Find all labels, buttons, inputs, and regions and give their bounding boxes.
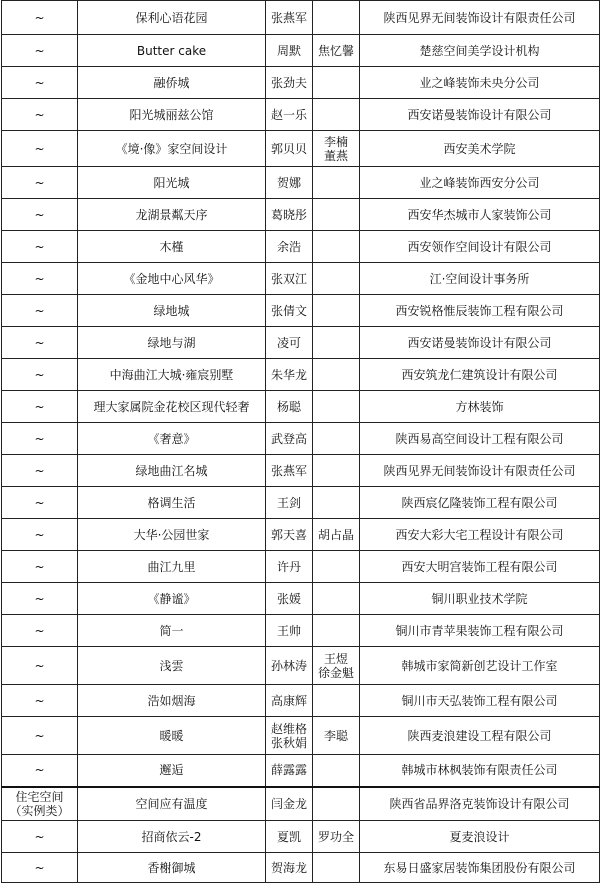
table-row bbox=[2, 519, 600, 551]
project-name-cell: 保利心语花园 bbox=[78, 1, 266, 35]
category-cell: ~ bbox=[2, 853, 78, 883]
co-designer-cell bbox=[313, 615, 360, 647]
table-row bbox=[2, 295, 600, 327]
table-body bbox=[2, 1, 600, 883]
table-row bbox=[2, 551, 600, 583]
table-row bbox=[2, 131, 600, 167]
category-cell: ~ bbox=[2, 583, 78, 615]
designer-cell: 赵维格 张秋娟 bbox=[266, 717, 313, 755]
table-row bbox=[2, 615, 600, 647]
category-cell: ~ bbox=[2, 391, 78, 423]
designer-cell: 凌可 bbox=[266, 327, 313, 359]
company-cell: 业之峰装饰西安分公司 bbox=[360, 167, 600, 199]
co-designer-cell bbox=[313, 583, 360, 615]
category-cell: ~ bbox=[2, 685, 78, 717]
company-cell: 陕西易高空间设计工程有限公司 bbox=[360, 423, 600, 455]
table-row bbox=[2, 99, 600, 131]
category-cell: ~ bbox=[2, 359, 78, 391]
category-cell: ~ bbox=[2, 199, 78, 231]
category-cell: ~ bbox=[2, 647, 78, 685]
company-cell: 陕西宸亿隆装饰工程有限公司 bbox=[360, 487, 600, 519]
designer-cell: 武登高 bbox=[266, 423, 313, 455]
project-name-cell: 香榭御城 bbox=[78, 853, 266, 883]
company-cell: 西安美术学院 bbox=[360, 131, 600, 167]
co-designer-cell bbox=[313, 391, 360, 423]
designer-cell: 张媛 bbox=[266, 583, 313, 615]
table-row bbox=[2, 455, 600, 487]
table-row bbox=[2, 685, 600, 717]
project-name-cell: 曲江九里 bbox=[78, 551, 266, 583]
table-row bbox=[2, 1, 600, 35]
co-designer-cell bbox=[313, 199, 360, 231]
table-row bbox=[2, 327, 600, 359]
category-cell: ~ bbox=[2, 519, 78, 551]
project-name-cell: 格调生活 bbox=[78, 487, 266, 519]
project-name-cell: 理大家属院金花校区现代轻奢 bbox=[78, 391, 266, 423]
company-cell: 西安诺曼装饰设计有限公司 bbox=[360, 327, 600, 359]
project-name-cell: 空间应有温度 bbox=[78, 787, 266, 821]
project-name-cell: 浅雲 bbox=[78, 647, 266, 685]
co-designer-cell: 王煜 徐金魁 bbox=[313, 647, 360, 685]
designer-cell: 许丹 bbox=[266, 551, 313, 583]
category-cell: ~ bbox=[2, 487, 78, 519]
category-cell: ~ bbox=[2, 35, 78, 67]
designer-cell: 闫金龙 bbox=[266, 787, 313, 821]
company-cell: 业之峰装饰未央分公司 bbox=[360, 67, 600, 99]
company-cell: 铜川职业技术学院 bbox=[360, 583, 600, 615]
table-row bbox=[2, 391, 600, 423]
designer-cell: 张双江 bbox=[266, 263, 313, 295]
co-designer-cell bbox=[313, 755, 360, 787]
company-cell: 西安诺曼装饰设计有限公司 bbox=[360, 99, 600, 131]
category-cell: ~ bbox=[2, 99, 78, 131]
designer-cell: 孙林涛 bbox=[266, 647, 313, 685]
co-designer-cell bbox=[313, 231, 360, 263]
table-row bbox=[2, 717, 600, 755]
company-cell: 东易日盛家居装饰集团股份有限公司 bbox=[360, 853, 600, 883]
designer-cell: 杨聪 bbox=[266, 391, 313, 423]
project-name-cell: 暖暖 bbox=[78, 717, 266, 755]
table-row bbox=[2, 821, 600, 853]
company-cell: 西安大明宫装饰工程有限公司 bbox=[360, 551, 600, 583]
category-cell: ~ bbox=[2, 423, 78, 455]
designer-cell: 张劲夫 bbox=[266, 67, 313, 99]
table-row bbox=[2, 359, 600, 391]
designer-cell: 王剑 bbox=[266, 487, 313, 519]
company-cell: 铜川市青苹果装饰工程有限公司 bbox=[360, 615, 600, 647]
category-cell: ~ bbox=[2, 67, 78, 99]
company-cell: 铜川市天弘装饰工程有限公司 bbox=[360, 685, 600, 717]
table-row bbox=[2, 423, 600, 455]
designer-cell: 贺娜 bbox=[266, 167, 313, 199]
designer-cell: 薛露露 bbox=[266, 755, 313, 787]
co-designer-cell bbox=[313, 551, 360, 583]
co-designer-cell: 李聪 bbox=[313, 717, 360, 755]
co-designer-cell bbox=[313, 787, 360, 821]
co-designer-cell bbox=[313, 99, 360, 131]
company-cell: 江·空间设计事务所 bbox=[360, 263, 600, 295]
company-cell: 陕西见界无间装饰设计有限责任公司 bbox=[360, 1, 600, 35]
co-designer-cell bbox=[313, 853, 360, 883]
company-cell: 西安锐格惟辰装饰工程有限公司 bbox=[360, 295, 600, 327]
category-cell: ~ bbox=[2, 263, 78, 295]
table-row bbox=[2, 583, 600, 615]
project-name-cell: 邂逅 bbox=[78, 755, 266, 787]
project-name-cell: 《境·像》家空间设计 bbox=[78, 131, 266, 167]
project-name-cell: 《静谧》 bbox=[78, 583, 266, 615]
table-row bbox=[2, 35, 600, 67]
category-cell: ~ bbox=[2, 327, 78, 359]
company-cell: 韩城市林枫装饰有限责任公司 bbox=[360, 755, 600, 787]
project-name-cell: 《奢意》 bbox=[78, 423, 266, 455]
table-row bbox=[2, 647, 600, 685]
category-cell: ~ bbox=[2, 755, 78, 787]
table-row bbox=[2, 167, 600, 199]
project-name-cell: 绿地城 bbox=[78, 295, 266, 327]
co-designer-cell bbox=[313, 167, 360, 199]
company-cell: 楚慈空间美学设计机构 bbox=[360, 35, 600, 67]
table-row bbox=[2, 487, 600, 519]
company-cell: 西安华杰城市人家装饰公司 bbox=[360, 199, 600, 231]
category-cell: ~ bbox=[2, 231, 78, 263]
co-designer-cell bbox=[313, 295, 360, 327]
project-name-cell: 中海曲江大城·雍宸别墅 bbox=[78, 359, 266, 391]
designer-cell: 高康辉 bbox=[266, 685, 313, 717]
designer-cell: 葛晓彤 bbox=[266, 199, 313, 231]
project-name-cell: 招商依云-2 bbox=[78, 821, 266, 853]
table-row bbox=[2, 787, 600, 821]
table-row bbox=[2, 755, 600, 787]
project-name-cell: 阳光城 bbox=[78, 167, 266, 199]
project-name-cell: Butter cake bbox=[78, 35, 266, 67]
company-cell: 西安筑龙仁建筑设计有限公司 bbox=[360, 359, 600, 391]
co-designer-cell: 李楠 董燕 bbox=[313, 131, 360, 167]
co-designer-cell bbox=[313, 423, 360, 455]
company-cell: 方林装饰 bbox=[360, 391, 600, 423]
co-designer-cell bbox=[313, 455, 360, 487]
designer-cell: 张燕军 bbox=[266, 1, 313, 35]
company-cell: 陕西麦浪建设工程有限公司 bbox=[360, 717, 600, 755]
category-cell: 住宅空间 （实例类） bbox=[2, 787, 78, 821]
table-row bbox=[2, 263, 600, 295]
co-designer-cell bbox=[313, 67, 360, 99]
co-designer-cell: 胡占晶 bbox=[313, 519, 360, 551]
designer-cell: 余浩 bbox=[266, 231, 313, 263]
category-cell: ~ bbox=[2, 1, 78, 35]
company-cell: 陕西见界无间装饰设计有限责任公司 bbox=[360, 455, 600, 487]
table-row bbox=[2, 853, 600, 883]
category-cell: ~ bbox=[2, 551, 78, 583]
co-designer-cell bbox=[313, 359, 360, 391]
designer-cell: 王帅 bbox=[266, 615, 313, 647]
project-name-cell: 简一 bbox=[78, 615, 266, 647]
designer-cell: 周默 bbox=[266, 35, 313, 67]
designer-cell: 郭天喜 bbox=[266, 519, 313, 551]
co-designer-cell: 焦忆馨 bbox=[313, 35, 360, 67]
category-cell: ~ bbox=[2, 455, 78, 487]
award-list-table bbox=[1, 0, 600, 883]
category-cell: ~ bbox=[2, 821, 78, 853]
project-name-cell: 阳光城丽兹公馆 bbox=[78, 99, 266, 131]
category-cell: ~ bbox=[2, 167, 78, 199]
designer-cell: 夏凯 bbox=[266, 821, 313, 853]
designer-cell: 张燕军 bbox=[266, 455, 313, 487]
category-cell: ~ bbox=[2, 615, 78, 647]
category-cell: ~ bbox=[2, 717, 78, 755]
project-name-cell: 绿地与湖 bbox=[78, 327, 266, 359]
co-designer-cell bbox=[313, 263, 360, 295]
company-cell: 西安大彩大宅工程设计有限公司 bbox=[360, 519, 600, 551]
co-designer-cell bbox=[313, 1, 360, 35]
co-designer-cell bbox=[313, 685, 360, 717]
table-row bbox=[2, 231, 600, 263]
designer-cell: 郭贝贝 bbox=[266, 131, 313, 167]
category-cell: ~ bbox=[2, 295, 78, 327]
project-name-cell: 龙湖景粼天序 bbox=[78, 199, 266, 231]
company-cell: 陕西省品界洛克装饰设计有限公司 bbox=[360, 787, 600, 821]
project-name-cell: 大华·公园世家 bbox=[78, 519, 266, 551]
project-name-cell: 《金地中心风华》 bbox=[78, 263, 266, 295]
project-name-cell: 木槿 bbox=[78, 231, 266, 263]
co-designer-cell: 罗功全 bbox=[313, 821, 360, 853]
project-name-cell: 绿地曲江名城 bbox=[78, 455, 266, 487]
project-name-cell: 浩如烟海 bbox=[78, 685, 266, 717]
designer-cell: 贺海龙 bbox=[266, 853, 313, 883]
table-row bbox=[2, 67, 600, 99]
table-row bbox=[2, 199, 600, 231]
category-cell: ~ bbox=[2, 131, 78, 167]
designer-cell: 张倩文 bbox=[266, 295, 313, 327]
company-cell: 夏麦浪设计 bbox=[360, 821, 600, 853]
co-designer-cell bbox=[313, 327, 360, 359]
co-designer-cell bbox=[313, 487, 360, 519]
project-name-cell: 融侨城 bbox=[78, 67, 266, 99]
designer-cell: 朱华龙 bbox=[266, 359, 313, 391]
company-cell: 西安领作空间设计有限公司 bbox=[360, 231, 600, 263]
designer-cell: 赵一乐 bbox=[266, 99, 313, 131]
company-cell: 韩城市家简新创艺设计工作室 bbox=[360, 647, 600, 685]
